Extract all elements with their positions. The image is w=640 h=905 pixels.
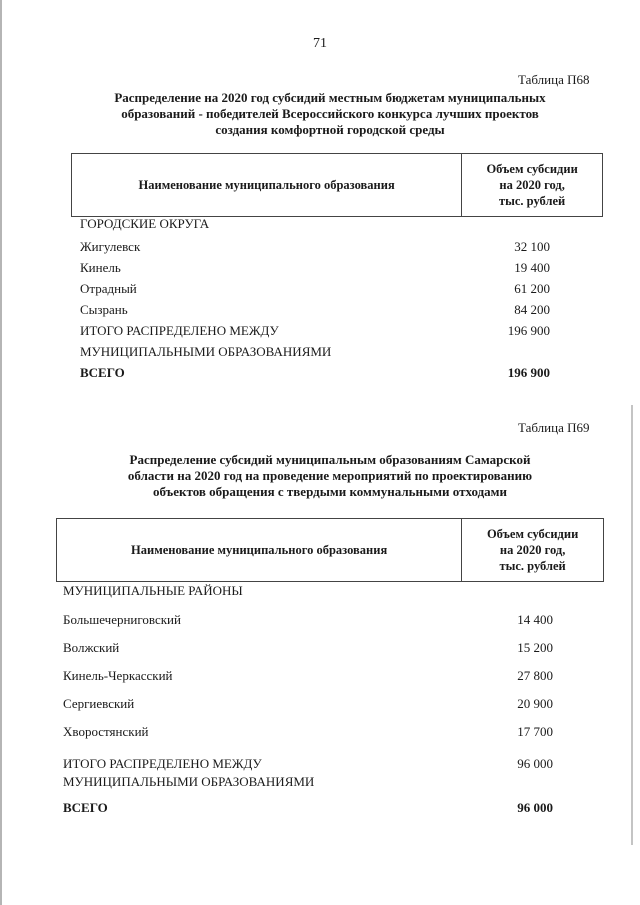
table1-col2-header-line: тыс. рублей [498,194,566,208]
table1-row-name: Кинель [80,260,121,275]
table1-title-line: образований - победителей Всероссийского конкурса лучших проектов [121,106,539,121]
table2-row-name: Сергиевский [63,696,135,711]
page-left-edge [0,0,2,905]
page-number: 71 [313,36,327,51]
table1-row-value: 32 100 [514,239,550,254]
page-right-edge [631,405,633,845]
table2-col2-header-line: Объем субсидии [486,527,579,541]
table2-row-name: Хворостянский [63,724,149,739]
table2-title-line: объектов обращения с твердыми коммунальными отходами [152,484,508,499]
table1-row-name: Сызрань [80,302,128,317]
table1-title-line: создания комфортной городской среды [215,122,445,137]
table2-row-value: 15 200 [517,640,553,655]
table1-row-value: 61 200 [514,281,550,296]
table2-col2-header-line: на 2020 год, [499,543,566,557]
table2-col2-header-line: тыс. рублей [499,559,566,573]
table1-vsego-value: 196 900 [507,365,550,380]
table2-itogo-value: 96 000 [517,756,553,771]
table2-row-name: Волжский [63,640,120,655]
table2-vsego-value: 96 000 [517,800,553,815]
table1-itogo-line: ИТОГО РАСПРЕДЕЛЕНО МЕЖДУ [80,323,279,338]
table2-row-value: 27 800 [517,668,553,683]
table2-row-value: 14 400 [517,612,553,627]
table2-vsego-label: ВСЕГО [63,800,108,815]
table2-header [56,518,604,582]
table2-col2-header [462,519,603,581]
table1-vsego-label: ВСЕГО [80,365,125,380]
table2-row-name: Кинель-Черкасский [63,668,173,683]
table2-itogo-line: ИТОГО РАСПРЕДЕЛЕНО МЕЖДУ [63,756,262,771]
table2-section: МУНИЦИПАЛЬНЫЕ РАЙОНЫ [63,583,243,598]
table1-itogo-value: 196 900 [507,323,550,338]
table1-header [71,153,603,217]
table1-col2-header-line: Объем субсидии [486,162,578,176]
table1-itogo-line: МУНИЦИПАЛЬНЫМИ ОБРАЗОВАНИЯМИ [80,344,332,359]
table2-title-line: Распределение субсидий муниципальным образованиям Самарской [129,452,531,467]
table1-label: Таблица П68 [518,72,590,87]
table1-col2-header-line: на 2020 год, [499,178,565,192]
table2-title-line: области на 2020 год на проведение мероприятий по проектированию [127,468,533,483]
table1-col1-header: Наименование муниципального образования [72,154,462,216]
table2-title [80,452,580,500]
table2-col1-header: Наименование муниципального образования [57,519,462,581]
table1-row-value: 84 200 [514,302,550,317]
table2-label: Таблица П69 [518,420,590,435]
table1-title [80,90,580,138]
table1-row-name: Отрадный [80,281,137,296]
table2-itogo-line: МУНИЦИПАЛЬНЫМИ ОБРАЗОВАНИЯМИ [63,774,315,789]
table1-section: ГОРОДСКИЕ ОКРУГА [80,216,210,231]
table1-row-value: 19 400 [514,260,550,275]
table1-row-name: Жигулевск [80,239,141,254]
table1-title-line: Распределение на 2020 год субсидий местным бюджетам муниципальных [114,90,546,105]
table1-col2-header [462,154,602,216]
table2-row-value: 17 700 [517,724,553,739]
table2-row-name: Большечерниговский [63,612,181,627]
table2-row-value: 20 900 [517,696,553,711]
